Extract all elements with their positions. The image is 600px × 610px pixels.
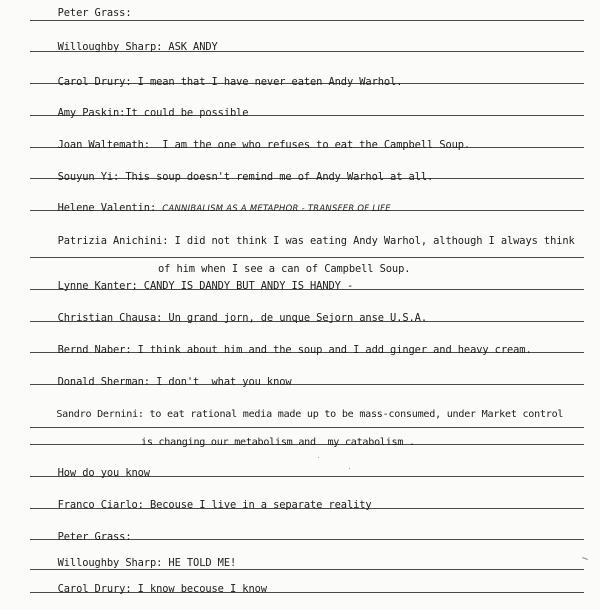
speaker-name: Joan Waltemath:: [57, 139, 150, 151]
scan-speck: [349, 468, 350, 469]
speaker-name: Bernd Naber:: [57, 344, 132, 356]
entry-text: to eat rational media made up to be mass-consumed, under Market control: [143, 409, 564, 420]
entry-text: Un grand jorn, de unque Sejorn anse U.S.A.: [162, 312, 427, 324]
handwritten-text: CANNIBALISM AS A METAPHOR - TRANSFER OF LIFE: [162, 203, 391, 213]
speaker-name: Patrizia Anichini:: [57, 235, 169, 247]
speaker-name: Helene Valentin:: [57, 202, 157, 214]
speaker-name: Peter Grass:: [57, 531, 132, 543]
speaker-name: Peter Grass:: [57, 7, 132, 19]
entry-carol-drury-2: [33, 568, 267, 610]
speaker-name: Christian Chausa:: [57, 312, 163, 324]
entry-text: I don't what you know: [149, 376, 292, 388]
speaker-name: Willoughby Sharp:: [57, 41, 163, 53]
speaker-name: Carol Drury:: [57, 76, 132, 88]
entry-text: This soup doesn't remind me of Andy Warhol at all.: [119, 171, 434, 183]
entry-text: I am the one who refuses to eat the Campbell Soup.: [149, 139, 471, 151]
entry-continuation: is changing our metabolism and my catabolism .: [141, 437, 415, 448]
speaker-name: Lynne Kanter:: [57, 280, 138, 292]
speaker-name: Amy Paskin:: [57, 107, 126, 119]
entry-text: It could be possible: [125, 107, 249, 119]
speaker-name: Donald Sherman:: [57, 376, 150, 388]
entry-text: How do you know: [57, 467, 150, 479]
entry-text: CANDY IS DANDY BUT ANDY IS HANDY -: [137, 280, 354, 292]
entry-continuation: of him when I see a can of Campbell Soup.: [158, 263, 411, 275]
entry-text: I know becouse I know: [131, 583, 267, 595]
entry-text: HE TOLD ME!: [162, 557, 237, 569]
speaker-name: Carol Drury:: [57, 583, 132, 595]
entry-text: I did not think I was eating Andy Warhol, although I always think: [168, 235, 575, 247]
scan-speck: [582, 557, 588, 560]
entry-text: I mean that I have never eaten Andy Warhol.: [131, 76, 403, 88]
speaker-name: Franco Ciarlo:: [57, 499, 144, 511]
speaker-name: Willoughby Sharp:: [57, 557, 163, 569]
entry-text: I think about him and the soup and I add ginger and heavy cream.: [131, 344, 532, 356]
entry-text: ASK ANDY: [162, 41, 218, 53]
scan-speck: [318, 457, 319, 458]
entry-text: Becouse I live in a separate reality: [143, 499, 372, 511]
speaker-name: Souyun Yi:: [57, 171, 120, 183]
speaker-name: Sandro Dernini:: [56, 409, 144, 420]
